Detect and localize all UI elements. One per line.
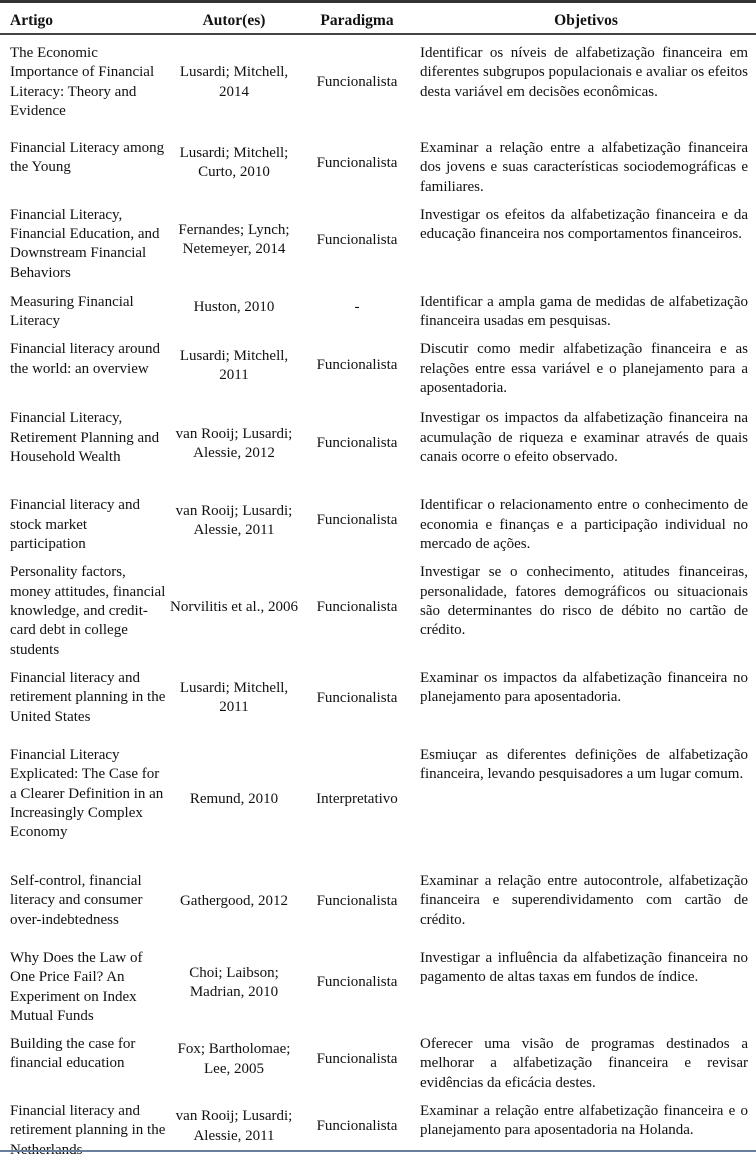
authors-cell: Huston, 2010	[193, 299, 275, 316]
authors-cell: Fox; Bartholomae; Lee, 2005	[177, 1041, 291, 1077]
paradigm-cell: Funcionalista	[316, 1051, 398, 1067]
article-title-cell: Financial literacy and stock market participation	[10, 497, 140, 553]
table-row	[0, 34, 756, 130]
table-row	[0, 487, 756, 554]
article-title-cell: Building the case for financial education	[10, 1036, 136, 1072]
objectives-cell: Investigar se o conhecimento, atitudes financeiras, personalidade, fatores demográficos ou situacionais são determinantes do risco de débito no cartão de crédito.	[420, 564, 748, 639]
article-title-cell: Financial literacy and retirement planning in the	[10, 1103, 166, 1139]
table-row	[0, 284, 756, 332]
objectives-cell: Identificar os níveis de alfabetização financeira em diferentes subgrupos populacionais e avaliar os efeitos desta variável em decisões econômicas.	[420, 45, 748, 100]
table-row	[0, 737, 756, 863]
objectives-cell: Examinar a relação entre alfabetização financeira e o planejamento para aposentadoria na Holanda.	[420, 1103, 748, 1139]
header-autores: Autor(es)	[170, 6, 298, 34]
table-row	[0, 331, 756, 400]
article-title-cell: Self-control, financial literacy and consumer over-indebtedness	[10, 872, 143, 928]
objectives-cell: Oferecer uma visão de programas destinados a melhorar a alfabetização financeira e revisar evidências da eficácia destes.	[420, 1036, 748, 1091]
article-title-cell: Financial Literacy Explicated: The Case for a Clearer Definition in an Increasingly Complex Economy	[10, 746, 164, 841]
objectives-cell: Esmiuçar as diferentes definições de alfabetização financeira, levando pesquisadores a um lugar comum.	[420, 746, 748, 783]
authors-cell: Fernandes; Lynch; Netemeyer, 2014	[178, 222, 290, 258]
objectives-cell: Investigar a influência da alfabetização financeira no pagamento de altas taxas em fundos de índice.	[420, 949, 748, 986]
paradigm-cell: Funcionalista	[316, 598, 398, 615]
table-row	[0, 554, 756, 659]
header-paradigma: Paradigma	[298, 6, 416, 34]
authors-cell: van Rooij; Lusardi; Alessie, 2011	[175, 1108, 293, 1144]
objectives-cell: Investigar os impactos da alfabetização financeira na acumulação de riqueza e examinar através de quais canais ocorre o efeito observado.	[420, 410, 748, 466]
objectives-cell: Identificar a ampla gama de medidas de alfabetização financeira usadas em pesquisas.	[420, 293, 748, 330]
authors-cell: Lusardi; Mitchell, 2014	[179, 64, 289, 100]
paradigm-cell: Funcionalista	[316, 357, 398, 374]
paradigm-cell: Funcionalista	[316, 892, 398, 909]
table-row	[0, 130, 756, 197]
objectives-cell: Identificar o relacionamento entre o conhecimento de economia e finanças e a participação individual no mercado de ações.	[420, 497, 748, 553]
paradigm-cell: -	[354, 299, 360, 316]
article-title-cell: Measuring Financial Literacy	[10, 293, 134, 330]
article-title-cell: The Economic Importance of Financial Literacy: Theory and Evidence	[10, 45, 155, 119]
header-row	[0, 6, 756, 34]
articles-table	[0, 6, 756, 1160]
header-artigo: Artigo	[0, 6, 170, 34]
article-title-cell: Financial literacy around the world: an overview	[10, 341, 160, 377]
authors-cell: Choi; Laibson; Madrian, 2010	[189, 964, 279, 1001]
header-objetivos: Objetivos	[416, 6, 756, 34]
table-row	[0, 863, 756, 940]
paradigm-cell: Funcionalista	[316, 231, 398, 248]
authors-cell: Norvilitis et al., 2006	[170, 598, 298, 615]
objectives-cell: Examinar os impactos da alfabetização financeira no planejamento para aposentadoria.	[420, 669, 748, 706]
bottom-rule	[0, 1150, 756, 1152]
objectives-cell: Examinar a relação entre a alfabetização financeira dos jovens e suas características sociodemográficas e familiares.	[420, 140, 748, 195]
article-title-cell: Financial Literacy, Financial Education, and Downstream Financial Behaviors	[10, 206, 160, 281]
paradigm-cell: Funcionalista	[316, 689, 398, 706]
paradigm-cell: Funcionalista	[316, 435, 398, 452]
article-title-cell: Personality factors, money attitudes, financial knowledge, and credit-card debt in college students	[10, 564, 166, 658]
top-rule	[0, 0, 756, 3]
paradigm-cell: Interpretativo	[316, 791, 398, 808]
article-title-cell: Financial Literacy among the Young	[10, 140, 165, 176]
table-row	[0, 1026, 756, 1093]
table-row	[0, 940, 756, 1026]
article-title-cell: Financial literacy and retirement planning in the United States	[10, 669, 166, 725]
table-row	[0, 400, 756, 487]
paradigm-cell: Funcionalista	[316, 512, 398, 529]
authors-cell: Gathergood, 2012	[179, 892, 289, 909]
paradigm-cell: Funcionalista	[316, 154, 398, 171]
authors-cell: Lusardi; Mitchell, 2011	[179, 680, 289, 716]
article-title-cell: Financial Literacy, Retirement Planning and Household Wealth	[10, 410, 160, 466]
authors-cell: van Rooij; Lusardi; Alessie, 2012	[175, 425, 293, 461]
article-title-cell: Why Does the Law of One Price Fail? An Experiment on Index Mutual Funds	[10, 949, 143, 1024]
objectives-cell: Investigar os efeitos da alfabetização financeira e da educação financeira nos comportamentos financeiros.	[420, 206, 748, 243]
paradigm-cell: Funcionalista	[316, 974, 398, 991]
paradigm-cell: Funcionalista	[316, 73, 398, 90]
table-row	[0, 660, 756, 737]
table-row	[0, 197, 756, 284]
paradigm-cell: Funcionalista	[316, 1118, 398, 1134]
objectives-cell: Discutir como medir alfabetização financeira e as relações entre essa variável e o planejamento para a aposentadoria.	[420, 341, 748, 397]
authors-cell: van Rooij; Lusardi; Alessie, 2011	[175, 502, 293, 538]
authors-cell: Lusardi; Mitchell; Curto, 2010	[179, 145, 289, 181]
authors-cell: Lusardi; Mitchell, 2011	[179, 347, 289, 383]
objectives-cell: Examinar a relação entre autocontrole, alfabetização financeira e superendividamento com cartão de crédito.	[420, 872, 748, 928]
authors-cell: Remund, 2010	[189, 791, 279, 808]
